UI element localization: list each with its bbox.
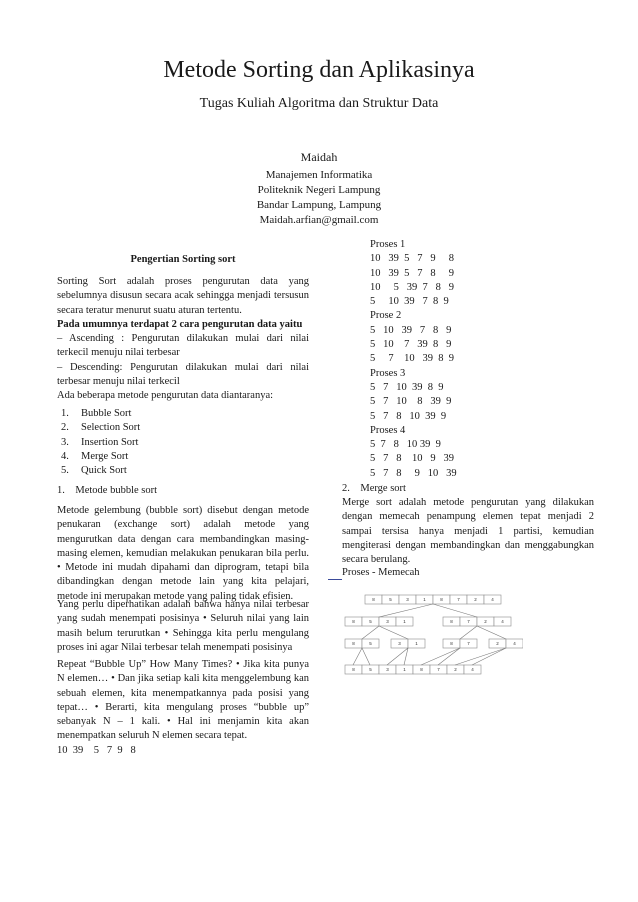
connector-line: [472, 648, 506, 665]
row2-left-value: 5: [369, 619, 372, 625]
methods-list-container: [61, 407, 313, 478]
bubble-paragraph-2: Yang perlu diperhatikan adalah bahwa hanya nilai terbesar yang sudah menempati posisinya • Seluruh nilai yang lain masih belum terurutkan • Sehingga kita perlu mengulang proses ini agar Nilai terbesar telah menempati posisinya: [57, 599, 309, 653]
row3-a-value: 8: [352, 641, 355, 647]
pass-row: 10 5 39 7 8 9: [370, 281, 454, 293]
connector-line: [362, 648, 370, 665]
intro-block: [57, 275, 309, 404]
connector-line: [379, 626, 408, 639]
pass-row: 5 7 10 8 39 9: [370, 396, 452, 408]
row1-value: 2: [474, 597, 477, 603]
merge-sort-heading: 2. Merge sort: [342, 483, 406, 494]
row2-left-value: 1: [403, 619, 406, 625]
section-heading: Pengertian Sorting sort: [130, 254, 236, 265]
connector-line: [353, 648, 362, 665]
row2-right-value: 2: [484, 619, 487, 625]
affiliation-line: Bandar Lampung, Lampung: [256, 199, 382, 211]
author-name: Maidah: [300, 150, 338, 164]
pass-label: Prose 2: [370, 310, 402, 322]
pass-row: 5 7 8 9 10 39: [370, 467, 457, 479]
row3-b-value: 1: [415, 641, 418, 647]
pass-row: 5 7 10 39 8 9: [370, 381, 444, 393]
underline-mark: [328, 569, 342, 580]
pass-row: 10 39 5 7 8 9: [370, 267, 454, 279]
pass-row: 5 7 10 39 8 9: [370, 353, 454, 365]
author-affiliation: [0, 168, 638, 228]
row1-value: 5: [389, 597, 392, 603]
row3-d-value: 2: [496, 641, 499, 647]
pass-row: 5 7 8 10 39 9: [370, 410, 447, 422]
row2-right-value: 8: [450, 619, 453, 625]
row4-value: 4: [471, 667, 474, 673]
row1-value: 7: [457, 597, 460, 603]
paper-title: Metode Sorting dan Aplikasinya: [163, 57, 475, 83]
row1-value: 1: [423, 597, 426, 603]
author-email: Maidah.arfian@gmail.com: [259, 214, 379, 226]
intro-paragraph: Sorting Sort adalah proses pengurutan data yang sebelumnya disusun secara acak sehingga menjadi tersusun secara teratur menurut suatu aturan tertentu.: [57, 276, 309, 316]
row3-d-value: 4: [513, 641, 516, 647]
pass-label: Proses 3: [370, 367, 406, 379]
connector-line: [379, 604, 433, 617]
row3-b-value: 3: [398, 641, 401, 647]
pass-row: 5 7 8 10 39 9: [370, 439, 441, 451]
connector-line: [421, 648, 460, 665]
pass-row: 10 39 5 7 9 8: [370, 253, 454, 265]
connector-line: [433, 604, 477, 617]
affiliation-line: Politeknik Negeri Lampung: [257, 184, 381, 196]
bubble-paragraph-3: Repeat “Bubble Up” How Many Times? • Jika kita punya N elemen… • Dan jika setiap kali kita menggelembung kan sebuah elemen, kita menempatkannya pada posisi yang tepat… • Berarti, kita mengulang proses “bubble up” sebanyak N – 1 kali. • Hal ini menjamin kita akan menempatkan seluruh N elemen secara tepat.: [57, 659, 309, 742]
row1-value: 8: [440, 597, 443, 603]
row1-value: 8: [372, 597, 375, 603]
ascending-definition: – Ascending : Pengurutan dilakukan mulai dari nilai terkecil menuju nilai terbesar: [57, 333, 309, 359]
pass-label: Proses 1: [370, 239, 406, 250]
row2-left-value: 8: [352, 619, 355, 625]
row1-value: 4: [491, 597, 494, 603]
memecah-label: Proses - Memecah: [342, 567, 420, 578]
row3-c-value: 7: [467, 641, 470, 647]
list-item: 5. Quick Sort: [61, 465, 127, 477]
row2-left-value: 3: [386, 619, 389, 625]
connector-line: [438, 648, 460, 665]
pass-row: 5 10 7 39 8 9: [370, 339, 452, 351]
ways-heading: Pada umumnya terdapat 2 cara pengurutan data yaitu: [57, 318, 303, 330]
merge-split-diagram: [343, 593, 523, 685]
bubble-paragraph-1: Metode gelembung (bubble sort) disebut dengan metode penukaran (exchange sort) adalah metode yang mengurutkan data dengan cara membandingkan masing-masing elemen, kemudian melakukan penukaran bila perlu. • Metode ini mudah dipahami dan diprogram, tetapi bila dibandingkan dengan metode lain yang kita pelajari, metode ini merupakan metode yang paling tidak efisien.: [57, 505, 309, 602]
row4-value: 3: [386, 667, 389, 673]
pass-row: 5 10 39 7 8 9: [370, 296, 449, 308]
methods-intro: Ada beberapa metode pengurutan data diantaranya:: [57, 390, 274, 402]
bubble-passes: [370, 238, 600, 481]
row4-value: 8: [352, 667, 355, 673]
row4-value: 5: [369, 667, 372, 673]
connector-line: [477, 626, 506, 639]
row1-value: 3: [406, 597, 409, 603]
row4-value: 2: [454, 667, 457, 673]
row4-value: 8: [420, 667, 423, 673]
row3-c-value: 8: [450, 641, 453, 647]
pass-label: Proses 4: [370, 424, 406, 436]
methods-list: [61, 407, 313, 478]
connector-line: [362, 626, 379, 639]
bubble-sort-heading: 1. Metode bubble sort: [57, 485, 158, 496]
pass-row: 5 10 39 7 8 9: [370, 324, 452, 336]
row4-value: 1: [403, 667, 406, 673]
paper-subtitle: Tugas Kuliah Algoritma dan Struktur Data: [199, 96, 439, 111]
merge-sort-description: Merge sort adalah metode pengurutan yang dilakukan dengan memecah penampung elemen tepat menjadi 2 sampai tersisa hanya menjadi 1 partisi, kemudian mengiterasi dengan membandingkan dan menggabungkan secara berulang.: [342, 497, 594, 566]
row2-right-value: 4: [501, 619, 504, 625]
memecah-label-row: [328, 566, 580, 580]
initial-sequence: 10 39 5 7 9 8: [57, 745, 136, 756]
row3-a-value: 5: [369, 641, 372, 647]
list-item: 3. Insertion Sort: [61, 436, 139, 448]
pass-row: 5 7 8 10 9 39: [370, 453, 454, 465]
connector-line: [460, 626, 477, 639]
list-item: 1. Bubble Sort: [61, 408, 132, 419]
row2-right-value: 7: [467, 619, 470, 625]
affiliation-line: Manajemen Informatika: [265, 169, 373, 181]
row4-value: 7: [437, 667, 440, 673]
list-item: 2. Selection Sort: [61, 422, 141, 434]
connector-line: [455, 648, 506, 665]
list-item: 4. Merge Sort: [61, 450, 129, 462]
descending-definition: – Descending: Pengurutan dilakukan mulai dari nilai terbesar menuju nilai terkecil: [57, 361, 309, 388]
